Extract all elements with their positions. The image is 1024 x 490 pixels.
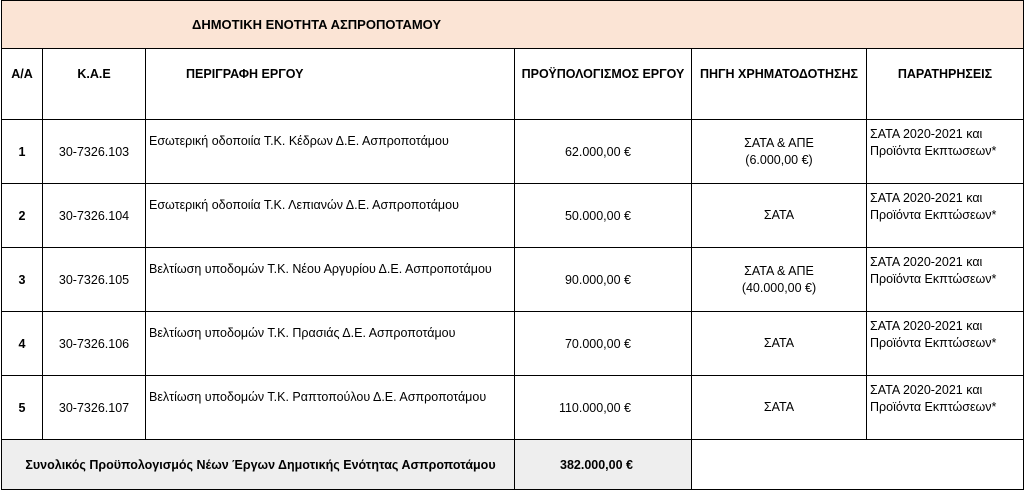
row-budget: 110.000,00 € [515,376,692,440]
row-description: Βελτίωση υποδομών Τ.Κ. Ραπτοπούλου Δ.Ε. Ασπροποτάμου [146,376,515,440]
projects-table [1,0,1024,490]
row-budget: 90.000,00 € [515,248,692,312]
source-amount: (40.000,00 €) [741,280,817,295]
table-row [2,376,1024,440]
row-number: 4 [2,312,43,376]
table-row [2,184,1024,248]
row-description: Εσωτερική οδοποιία Τ.Κ. Λεπιανών Δ.Ε. Ασπροποτάμου [146,184,515,248]
table-title: ΔΗΜΟΤΙΚΗ ΕΝΟΤΗΤΑ ΑΣΠΡΟΠΟΤΑΜΟΥ [2,1,1024,49]
notes-line: ΣΑΤΑ 2020-2021 και [870,127,983,141]
row-source [692,184,867,248]
header-budget: ΠΡΟΫΠΟΛΟΓΙΣΜΟΣ ΕΡΓΟΥ [515,49,692,120]
table-row [2,120,1024,184]
total-empty-cell [692,440,1024,490]
total-label: Συνολικός Προϋπολογισμός Νέων Έργων Δημοτικής Ενότητας Ασπροποτάμου [2,440,515,490]
notes-line: Προϊόντα Εκπτώσεων* [870,208,997,222]
source-line: ΣΑΤΑ & ΑΠΕ [744,263,814,278]
row-notes [867,248,1024,312]
row-budget: 70.000,00 € [515,312,692,376]
header-notes: ΠΑΡΑΤΗΡΗΣΕΙΣ [867,49,1024,120]
notes-line: Προϊόντα Εκπτώσεων* [870,272,997,286]
row-description: Βελτίωση υποδομών Τ.Κ. Νέου Αργυρίου Δ.Ε. Ασπροποτάμου [146,248,515,312]
table-row [2,248,1024,312]
source-line: ΣΑΤΑ [763,400,795,414]
row-budget: 62.000,00 € [515,120,692,184]
header-row [2,49,1024,120]
row-description: Εσωτερική οδοποιία Τ.Κ. Κέδρων Δ.Ε. Ασπροποτάμου [146,120,515,184]
row-kae: 30-7326.103 [43,120,146,184]
header-kae: Κ.Α.Ε [43,49,146,120]
row-number: 5 [2,376,43,440]
row-source [692,312,867,376]
row-source [692,248,867,312]
notes-line: ΣΑΤΑ 2020-2021 και [870,319,983,333]
row-kae: 30-7326.106 [43,312,146,376]
row-budget: 50.000,00 € [515,184,692,248]
source-amount: (6.000,00 €) [745,152,813,167]
notes-line: ΣΑΤΑ 2020-2021 και [870,255,983,269]
source-line: ΣΑΤΑ [763,208,795,222]
notes-line: Προϊόντα Εκπτώσεων* [870,400,997,414]
notes-line: ΣΑΤΑ 2020-2021 και [870,191,983,205]
row-notes [867,312,1024,376]
row-number: 2 [2,184,43,248]
row-notes [867,376,1024,440]
total-value: 382.000,00 € [515,440,692,490]
source-line: ΣΑΤΑ & ΑΠΕ [744,135,814,150]
row-source [692,120,867,184]
row-description: Βελτίωση υποδομών Τ.Κ. Πρασιάς Δ.Ε. Ασπροποτάμου [146,312,515,376]
header-aa: Α/Α [2,49,43,120]
row-notes [867,184,1024,248]
source-line: ΣΑΤΑ [763,336,795,350]
row-number: 1 [2,120,43,184]
notes-line: Προϊόντα Εκπτωσεων* [870,144,997,158]
table-row [2,312,1024,376]
title-row [2,1,1024,49]
notes-line: Προϊόντα Εκπτώσεων* [870,336,997,350]
total-row [2,440,1024,490]
header-source: ΠΗΓΗ ΧΡΗΜΑΤΟΔΟΤΗΣΗΣ [692,49,867,120]
row-source [692,376,867,440]
row-number: 3 [2,248,43,312]
row-kae: 30-7326.107 [43,376,146,440]
row-kae: 30-7326.104 [43,184,146,248]
row-notes [867,120,1024,184]
header-description: ΠΕΡΙΓΡΑΦΗ ΕΡΓΟΥ [146,49,515,120]
notes-line: ΣΑΤΑ 2020-2021 και [870,383,983,397]
row-kae: 30-7326.105 [43,248,146,312]
